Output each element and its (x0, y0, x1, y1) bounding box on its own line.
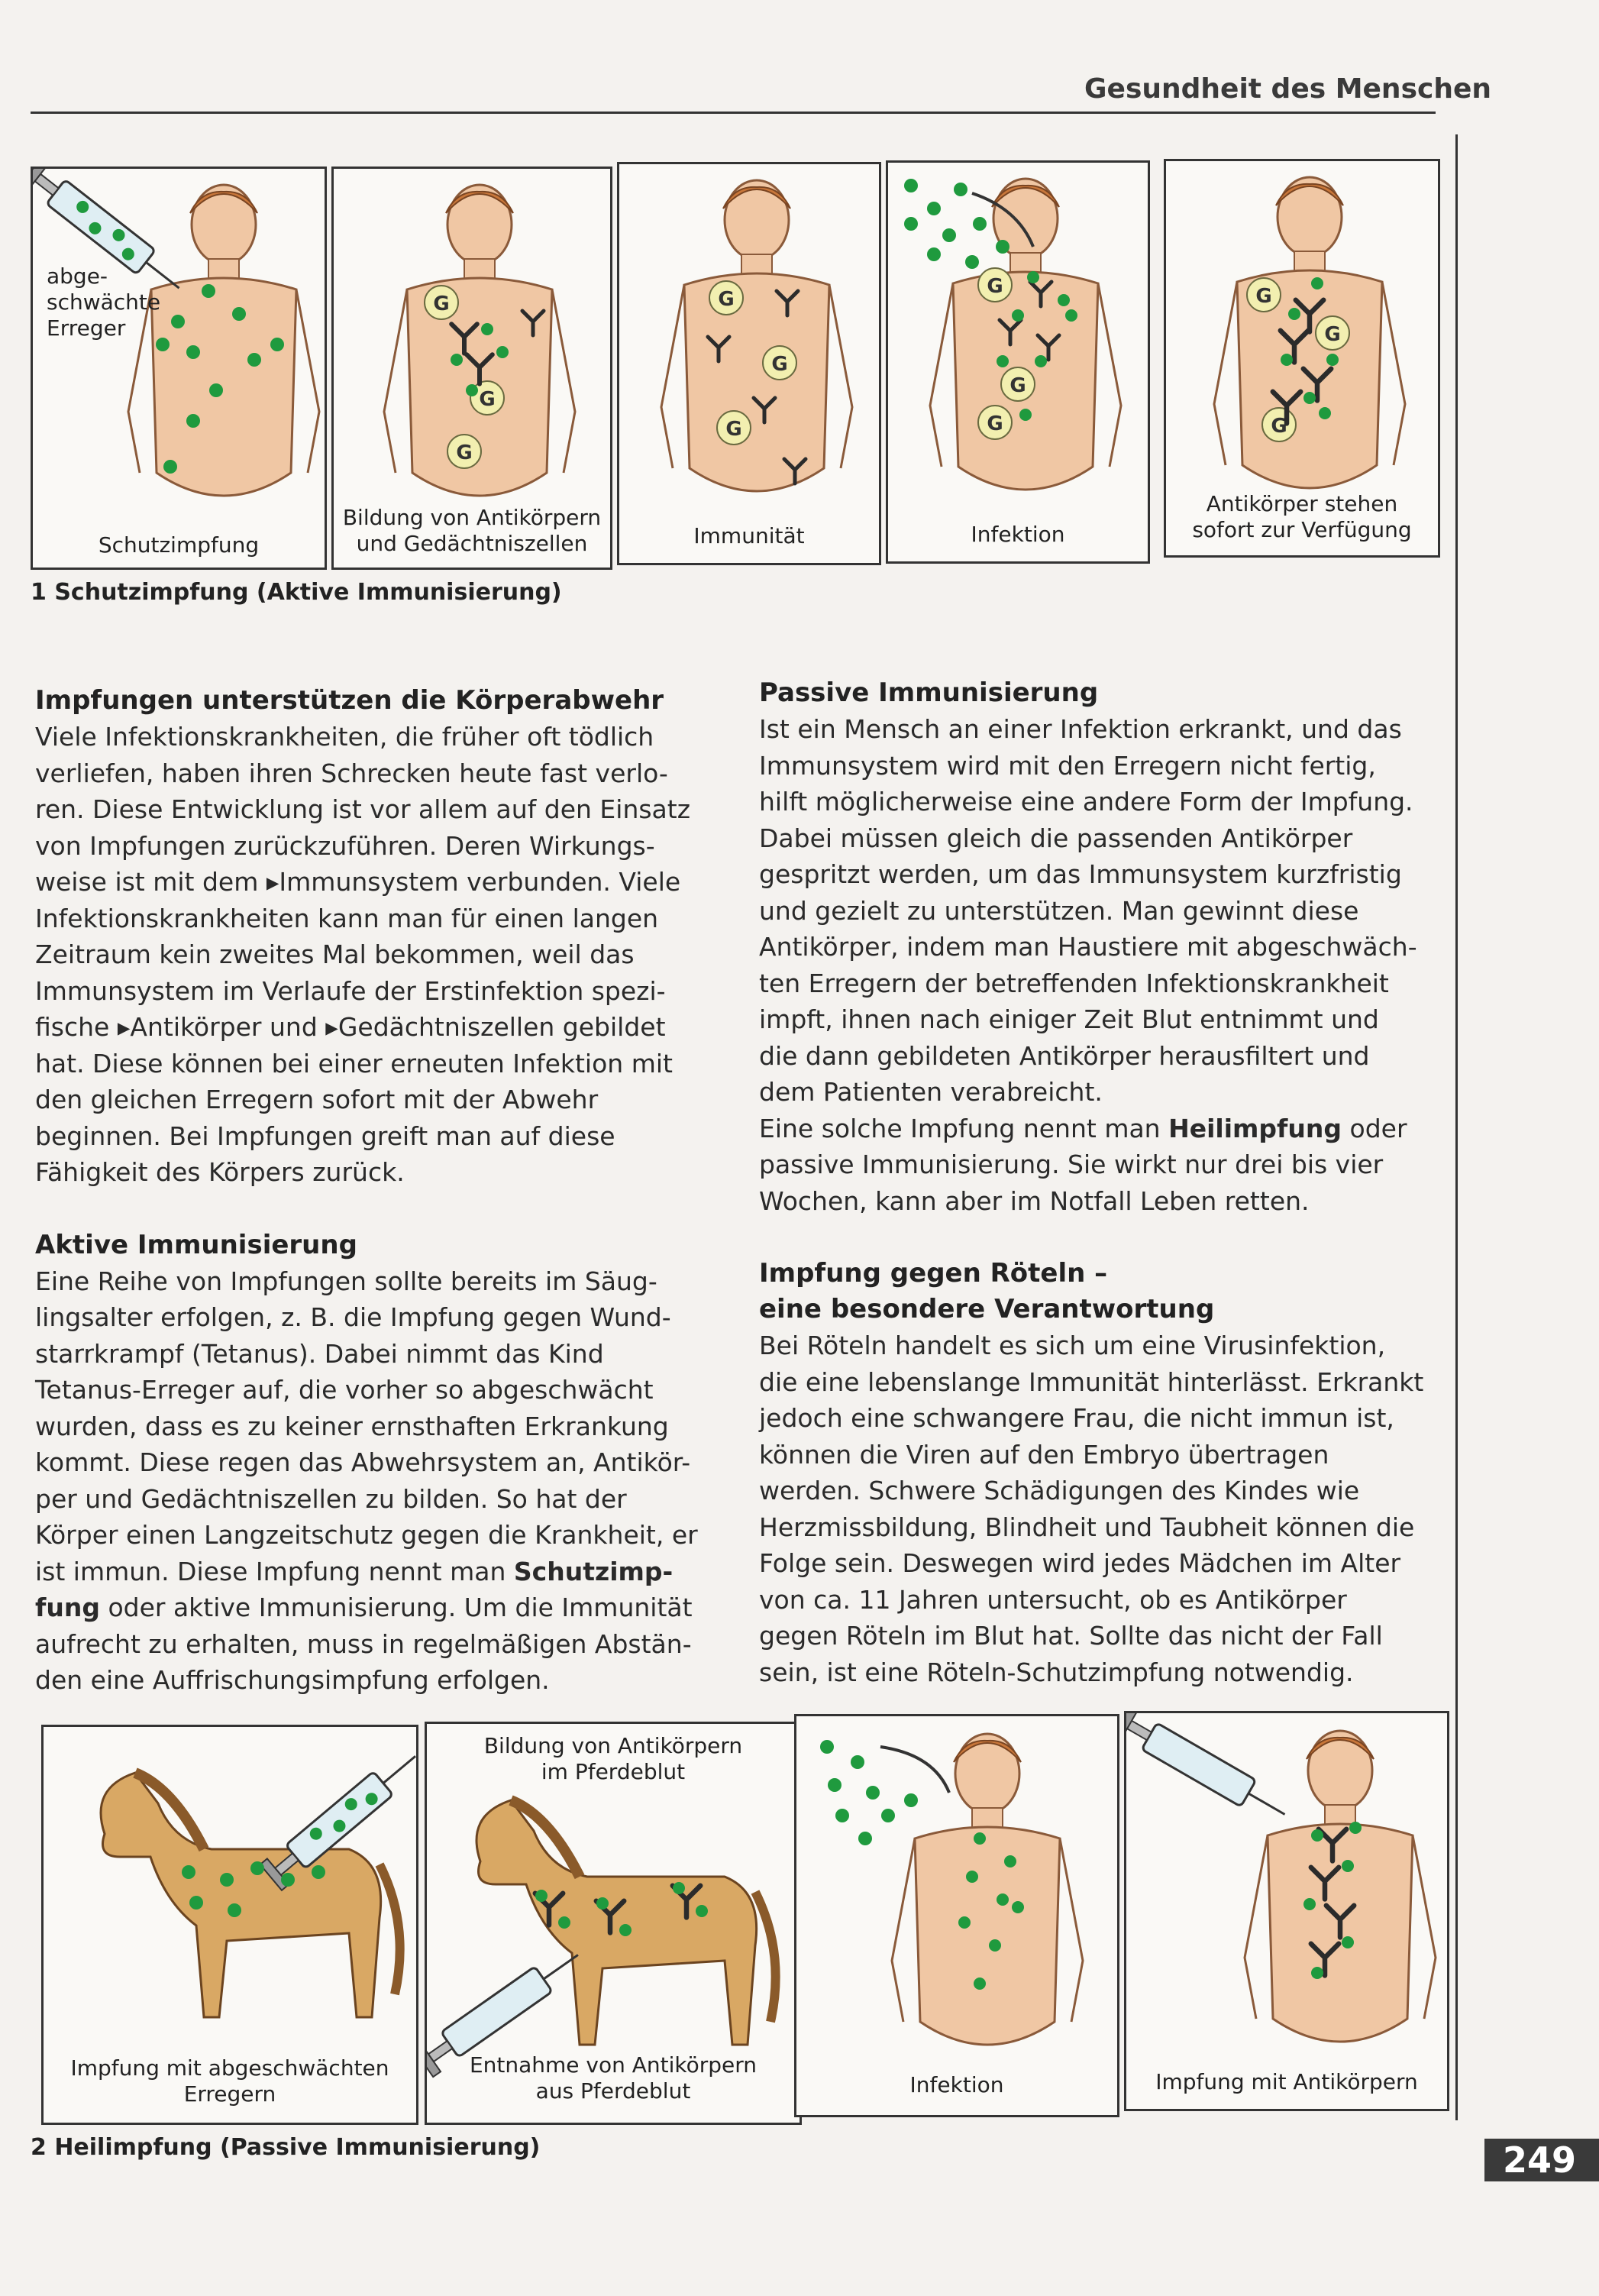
text-line: hat. Diese können bei einer erneuten Infektion mit (35, 1048, 673, 1078)
text-line: werden. Schwere Schädigungen des Kindes wie (759, 1476, 1360, 1505)
pathogen-dot (1281, 354, 1293, 366)
pathogen-dot (942, 228, 956, 242)
text-line: fische ▸Antikörper und ▸Gedächtniszellen gebildet (35, 1012, 666, 1042)
pathogen-dot (997, 355, 1009, 367)
heading-impfungen: Impfungen unterstützen die Körperabwehr (35, 685, 664, 716)
pathogen-dot (220, 1873, 234, 1887)
memory-cell-letter: G (718, 288, 735, 311)
fig1-label-2: Bildung von Antikörpern und Gedächtniszellen (342, 505, 602, 556)
arm-right (296, 289, 319, 473)
text-line: lingsalter erfolgen, z. B. die Impfung gegen Wund- (35, 1302, 671, 1332)
text-line: starrkrampf (Tetanus). Dabei nimmt das Kind (35, 1338, 604, 1369)
pathogen-dot (163, 460, 177, 474)
pathogen-dot (250, 1861, 264, 1875)
pathogen-dot (904, 1793, 918, 1807)
memory-cell-letter: G (1324, 323, 1341, 346)
pathogen-dot (1311, 1829, 1323, 1842)
fig1-label-4: Infektion (971, 522, 1065, 547)
fig2-label-3: Infektion (909, 2072, 1004, 2097)
arm-left (892, 1838, 915, 2022)
arm-right (829, 285, 852, 468)
pathogen-dot (496, 346, 509, 358)
pathogen-dot (209, 383, 223, 397)
text-line: per und Gedächtniszellen zu bilden. So hat der (35, 1483, 627, 1514)
pathogen-dot (696, 1905, 708, 1917)
text-line: Körper einen Langzeitschutz gegen die Krankheit, er (35, 1520, 698, 1550)
pathogen-dot (1311, 1967, 1323, 1979)
head-shape (955, 1734, 1019, 1813)
header-rule (31, 112, 1436, 114)
pathogen-dot (247, 353, 261, 367)
pathogen-dot (1311, 277, 1323, 289)
syringe-icon (1126, 1713, 1294, 1829)
memory-cell-letter: G (725, 418, 742, 441)
pathogen-dot (232, 307, 246, 321)
fig2-panel-infection (794, 1714, 1119, 2117)
pathogen-dot (835, 1809, 849, 1822)
text-line: sein, ist eine Röteln-Schutzimpfung notwendig. (759, 1657, 1354, 1687)
memory-cell-letter: G (1255, 285, 1272, 308)
pathogen-dot (974, 1977, 986, 1990)
pathogen-dot (186, 414, 200, 428)
pathogen-dot (466, 384, 478, 396)
pathogen-dot (202, 284, 215, 298)
pathogen-dot (182, 1865, 195, 1879)
text-line: die dann gebildeten Antikörper herausfiltert und (759, 1040, 1370, 1071)
text-line: Eine Reihe von Impfungen sollte bereits im Säug- (35, 1266, 657, 1296)
text-line: Folge sein. Deswegen wird jedes Mädchen im Alter (759, 1548, 1401, 1578)
fig1-panel-antibodies-ready (1164, 159, 1440, 558)
text-line: wurden, dass es zu keiner ernsthaften Erkrankung (35, 1411, 669, 1441)
arm-right (1060, 1838, 1083, 2022)
text-line: passive Immunisierung. Sie wirkt nur drei bis vier (759, 1150, 1384, 1179)
text-line: Antikörper, indem man Haustiere mit abgeschwäch- (759, 932, 1417, 962)
pathogen-dot (1004, 1855, 1016, 1868)
pathogen-dot (927, 247, 941, 261)
text-line: Wochen, kann aber im Notfall Leben retten. (759, 1185, 1310, 1216)
horse-tail (380, 1864, 400, 1994)
torso-shape (915, 1827, 1060, 2045)
pathogen-dot (596, 1897, 609, 1910)
text-run: Eine solche Impfung nennt man (759, 1113, 1169, 1143)
fig1-panel-antibody-formation (331, 167, 612, 570)
pathogen-dot (1288, 308, 1300, 320)
syringe-part (1142, 1723, 1256, 1807)
pathogen-dot (1012, 1901, 1024, 1913)
horse-tail (755, 1892, 776, 2022)
attenuated-pathogens-label: abge- schwächte Erreger (47, 264, 161, 341)
text-line (35, 1589, 738, 1626)
right-column (759, 675, 1446, 1690)
fig1-illustration-4 (888, 163, 1148, 561)
fig1-panel-immunity (617, 162, 881, 565)
text-run: ist immun. Diese Impfung nennt man (35, 1556, 514, 1586)
text-line: weise ist mit dem ▸Immunsystem verbunden. Viele (35, 867, 681, 897)
pathogen-dot (673, 1882, 685, 1894)
pathogen-dot (228, 1903, 241, 1917)
memory-cell-letter: G (987, 412, 1003, 435)
text-line: ren. Diese Entwicklung ist vor allem auf den Einsatz (35, 794, 691, 824)
fig2-label-1: Impfung mit abgeschwächten Erregern (70, 2055, 389, 2107)
fig2-illustration-4 (1126, 1713, 1447, 2109)
pathogen-dot (820, 1740, 834, 1754)
pathogen-dot (881, 1809, 895, 1822)
head-shape (1278, 177, 1342, 257)
text-run: oder (1342, 1113, 1407, 1143)
memory-cell-letter: G (1271, 415, 1287, 438)
pathogen-dot (451, 354, 463, 366)
infection-arrow (880, 1747, 949, 1793)
arm-left (1245, 1835, 1268, 2019)
text-line: dem Patienten verabreicht. (759, 1077, 1103, 1107)
pathogen-dot (558, 1916, 570, 1929)
text-line: den gleichen Erregern sofort mit der Abwehr (35, 1085, 599, 1114)
pathogen-dot (851, 1755, 864, 1769)
syringe-part (441, 1967, 553, 2058)
pathogen-dot (989, 1939, 1001, 1952)
pathogen-dot (954, 183, 967, 196)
pathogen-dot (281, 1873, 295, 1887)
left-column (35, 683, 738, 1699)
fig2-panel-horse-blood (425, 1722, 802, 2125)
pathogen-dot (904, 217, 918, 231)
paragraph-aktive-immunisierung (35, 1263, 738, 1699)
text-line: Dabei müssen gleich die passenden Antikörper (759, 823, 1353, 853)
arm-left (1214, 282, 1237, 465)
text-line: Fähigkeit des Körpers zurück. (35, 1157, 405, 1187)
memory-cell-letter: G (456, 441, 473, 464)
pathogen-dot (866, 1786, 880, 1800)
arm-left (661, 285, 684, 468)
text-line: gespritzt werden, um das Immunsystem kurzfristig (759, 859, 1402, 889)
pathogen-dot (858, 1832, 872, 1845)
term-heilimpfung: Heilimpfung (1168, 1113, 1342, 1143)
term-schutzimpfung: Schutzimp- (513, 1556, 674, 1586)
memory-cell-letter: G (479, 388, 496, 411)
pathogen-dot (965, 255, 979, 269)
pathogen-dot (1058, 294, 1070, 306)
head-shape (1308, 1731, 1372, 1810)
fig2-label-4: Impfung mit Antikörpern (1155, 2069, 1418, 2094)
text-line: Viele Infektionskrankheiten, die früher oft tödlich (35, 722, 654, 752)
text-line: impft, ihnen nach einiger Zeit Blut entnimmt und (759, 1004, 1379, 1034)
torso-shape (684, 273, 829, 491)
pathogen-dot (1012, 309, 1024, 322)
text-line: verliefen, haben ihren Schrecken heute fast verlo- (35, 758, 668, 788)
pathogen-dot (186, 345, 200, 359)
text-run: oder aktive Immunisierung. Um die Immunität (99, 1593, 693, 1622)
arm-right (1098, 283, 1121, 467)
running-header: Gesundheit des Menschen (1084, 73, 1492, 105)
text-line: und gezielt zu unterstützen. Man gewinnt diese (759, 895, 1359, 926)
text-line: beginnen. Bei Impfungen greift man auf diese (35, 1121, 615, 1151)
pathogen-dot (270, 338, 284, 351)
pathogen-dot (481, 323, 493, 335)
pathogen-dot (973, 217, 987, 231)
pathogen-dot (1303, 392, 1316, 404)
arm-right (1413, 1835, 1436, 2019)
paragraph-impfungen (35, 719, 738, 1191)
term-schutzimpfung-end: fung (35, 1593, 100, 1622)
fig2-top-label-2: Bildung von Antikörpern im Pferdeblut (483, 1733, 743, 1784)
pathogen-dot (535, 1890, 548, 1902)
fig1-illustration-3 (619, 164, 879, 563)
fig1-panel-vaccination (31, 167, 327, 570)
memory-cell-letter: G (771, 353, 788, 376)
pathogen-dot (312, 1865, 325, 1879)
fig1-label-1: Schutzimpfung (98, 532, 260, 558)
arm-right (552, 289, 575, 473)
text-line: gegen Röteln im Blut hat. Sollte das nicht der Fall (759, 1621, 1383, 1651)
heading-roeteln-2: eine besondere Verantwortung (759, 1294, 1215, 1324)
head-shape (447, 185, 512, 264)
memory-cell-letter: G (1009, 374, 1026, 397)
text-line: Tetanus-Erreger auf, die vorher so abgeschwächt (35, 1375, 654, 1405)
pathogen-dot (1027, 271, 1039, 283)
pathogen-dot (189, 1896, 203, 1910)
pathogen-dot (171, 315, 185, 328)
fig1-panel-infection (886, 160, 1150, 564)
text-line (759, 1111, 1446, 1147)
page-number: 249 (1484, 2139, 1599, 2181)
text-line: hilft möglicherweise eine andere Form der Impfung. (759, 787, 1413, 817)
pathogen-dot (904, 179, 918, 192)
text-line: jedoch eine schwangere Frau, die nicht immun ist, (759, 1403, 1394, 1433)
pathogen-dot (1065, 309, 1077, 322)
pathogen-dot (996, 240, 1009, 254)
text-line: können die Viren auf den Embryo übertragen (759, 1439, 1329, 1470)
pathogen-dot (997, 1893, 1009, 1906)
fig1-label-3: Immunität (693, 523, 805, 548)
text-line: Bei Röteln handelt es sich um eine Virusinfektion, (759, 1331, 1386, 1360)
pathogen-dot (1035, 355, 1047, 367)
memory-cell-letter: G (987, 275, 1003, 298)
text-line: ten Erregern der betreffenden Infektionskrankheit (759, 968, 1389, 998)
pathogen-dot (619, 1924, 632, 1936)
heading-passive-immunisierung: Passive Immunisierung (759, 677, 1099, 708)
text-line: aufrecht zu erhalten, muss in regelmäßigen Abstän- (35, 1628, 692, 1659)
fig1-label-5: Antikörper stehen sofort zur Verfügung (1192, 491, 1412, 542)
heading-roeteln-1: Impfung gegen Röteln – (759, 1258, 1108, 1289)
text-line: Infektionskrankheiten kann man für einen langen (35, 903, 659, 933)
text-line: Immunsystem wird mit den Erregern nicht fertig, (759, 750, 1376, 781)
text-line: von Impfungen zurückzuführen. Deren Wirkungs- (35, 830, 655, 861)
head-shape (725, 180, 789, 260)
arm-left (384, 289, 407, 473)
pathogen-dot (1342, 1860, 1354, 1872)
pathogen-dot (1303, 1898, 1316, 1910)
fig2-illustration-3 (796, 1716, 1117, 2115)
pathogen-dot (974, 1832, 986, 1845)
fig1-illustration-1 (33, 169, 325, 568)
arm-left (930, 283, 953, 467)
pathogen-dot (1326, 354, 1339, 366)
text-line: die eine lebenslange Immunität hinterlässt. Erkrankt (759, 1366, 1424, 1397)
figure1-caption: 1 Schutzimpfung (Aktive Immunisierung) (31, 579, 562, 606)
text-line: Immunsystem im Verlaufe der Erstinfektion spezi- (35, 975, 666, 1006)
text-line: Ist ein Mensch an einer Infektion erkrankt, und das (759, 714, 1402, 744)
pathogen-dot (927, 202, 941, 215)
syringe-part (1249, 1793, 1285, 1815)
text-line: Herzmissbildung, Blindheit und Taubheit können die (759, 1512, 1415, 1542)
heading-aktive-immunisierung: Aktive Immunisierung (35, 1229, 357, 1260)
text-line: den eine Auffrischungsimpfung erfolgen. (35, 1665, 550, 1695)
side-rule (1455, 134, 1458, 2120)
text-line: Zeitraum kein zweites Mal bekommen, weil das (35, 939, 635, 969)
pathogen-dot (1019, 409, 1032, 421)
syringe-part (383, 1756, 415, 1783)
paragraph-roeteln (759, 1327, 1446, 1690)
head-shape (192, 185, 256, 264)
fig2-panel-horse-vaccination (41, 1725, 418, 2125)
pathogen-dot (966, 1871, 978, 1883)
pathogen-dot (1319, 407, 1331, 419)
fig2-panel-antibody-injection (1124, 1711, 1449, 2111)
pathogen-dot (1349, 1822, 1362, 1834)
fig2-label-2: Entnahme von Antikörpern aus Pferdeblut (469, 2052, 758, 2104)
figure2-caption: 2 Heilimpfung (Passive Immunisierung) (31, 2134, 541, 2161)
text-line: kommt. Diese regen das Abwehrsystem an, Antikör- (35, 1447, 691, 1477)
text-line: von ca. 11 Jahren untersucht, ob es Antikörper (759, 1584, 1347, 1615)
arm-right (1382, 282, 1405, 465)
text-line (35, 1554, 738, 1590)
pathogen-dot (958, 1916, 971, 1929)
memory-cell-letter: G (433, 293, 450, 315)
paragraph-passive-immunisierung (759, 711, 1446, 1219)
pathogen-dot (1342, 1936, 1354, 1948)
pathogen-dot (828, 1778, 841, 1792)
